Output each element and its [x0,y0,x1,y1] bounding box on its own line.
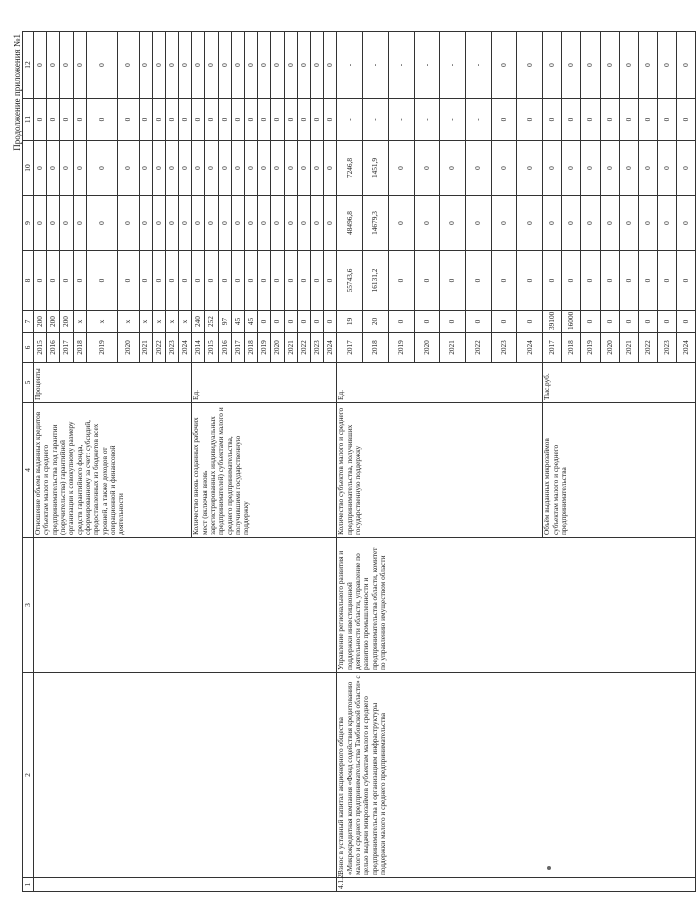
unit-cell: Тыс.руб. [543,363,696,403]
value-cell: 0 [271,251,284,311]
year-cell: 2019 [258,333,271,363]
value-cell: 0 [297,32,310,99]
value-cell: 0 [517,311,543,333]
value-cell: 0 [152,99,165,141]
value-cell: 0 [34,99,47,141]
value-cell: 0 [310,99,323,141]
value-cell: 0 [581,311,600,333]
year-cell: 2018 [562,333,581,363]
year-cell: 2020 [271,333,284,363]
value-cell: 0 [517,99,543,141]
year-cell: 2020 [600,333,619,363]
year-cell: 2021 [284,333,297,363]
value-cell: 0 [284,196,297,251]
value-cell: 0 [466,251,492,311]
value-cell: 0 [139,251,152,311]
value-cell: 0 [73,99,86,141]
value-cell: 0 [466,311,492,333]
value-cell: 0 [86,32,118,99]
value-cell: 0 [491,32,517,99]
value-cell: 0 [440,311,466,333]
year-cell: 2022 [152,333,165,363]
value-cell: 0 [73,141,86,196]
value-cell: 0 [619,196,638,251]
indicator-table [22,31,696,892]
value-cell: 0 [677,251,696,311]
value-cell: 0 [517,196,543,251]
value-cell: 0 [118,141,139,196]
value-cell: х [165,311,178,333]
year-cell: 2024 [324,333,337,363]
value-cell: - [414,32,440,99]
value-cell: - [388,32,414,99]
year-cell: 2019 [86,333,118,363]
rotated-table-area [12,32,690,892]
table-body [34,32,696,892]
year-cell: 2017 [231,333,244,363]
value-cell: 0 [310,311,323,333]
value-cell: 0 [638,196,657,251]
value-cell: 0 [543,251,562,311]
value-cell: 0 [34,251,47,311]
value-cell: 0 [562,32,581,99]
year-cell: 2022 [466,333,492,363]
value-cell: 0 [324,251,337,311]
value-cell: 0 [388,141,414,196]
value-cell: 0 [310,32,323,99]
year-cell: 2021 [139,333,152,363]
value-cell: 200 [47,311,60,333]
value-cell: 0 [271,141,284,196]
value-cell: 0 [581,251,600,311]
value-cell: 0 [517,141,543,196]
header-cell: 6 [23,333,34,363]
value-cell: 0 [152,251,165,311]
executor-cell [34,538,337,673]
table-row [337,32,363,892]
value-cell: 0 [139,32,152,99]
value-cell: 0 [179,32,192,99]
value-cell: 0 [600,196,619,251]
value-cell: 0 [619,32,638,99]
value-cell: 16000 [562,311,581,333]
value-cell: 0 [47,196,60,251]
value-cell: 14679,3 [363,196,389,251]
value-cell: 0 [388,311,414,333]
value-cell: 0 [581,196,600,251]
value-cell: 0 [86,99,118,141]
value-cell: 0 [231,196,244,251]
value-cell: 0 [139,141,152,196]
value-cell: 252 [205,311,218,333]
value-cell: 0 [218,251,231,311]
indicator-cell: Количество субъектов малого и среднего предпринимательства, получивших государственную поддержку [337,403,543,538]
value-cell: 0 [86,196,118,251]
value-cell: - [337,99,363,141]
value-cell: 0 [258,32,271,99]
value-cell: 0 [657,32,676,99]
value-cell: 45 [231,311,244,333]
year-cell: 2023 [491,333,517,363]
value-cell: 0 [231,99,244,141]
value-cell: 0 [284,141,297,196]
value-cell: х [179,311,192,333]
value-cell: 0 [310,196,323,251]
value-cell: 0 [47,99,60,141]
year-cell: 2023 [657,333,676,363]
value-cell: 0 [118,32,139,99]
value-cell: 0 [677,196,696,251]
value-cell: 0 [165,141,178,196]
value-cell: 0 [619,99,638,141]
measure-cell: Взнос в уставный капитал акционерного общества «Микрокредитная компания «Фонд содействия кредитованию малого и среднего предпринимательства Тамбовской области» с целью выдачи микрозаймов субъектам малого и среднего предпринимательства и организациям инфраструктуры поддержки малого и среднего предпринимательства [337,673,696,878]
measure-cell [34,673,337,878]
value-cell: 0 [86,251,118,311]
value-cell: 0 [324,99,337,141]
value-cell: 0 [466,141,492,196]
value-cell: 0 [205,32,218,99]
value-cell: 0 [297,251,310,311]
value-cell: 0 [258,251,271,311]
value-cell: х [139,311,152,333]
year-cell: 2018 [73,333,86,363]
value-cell: 0 [491,251,517,311]
year-cell: 2022 [297,333,310,363]
value-cell: 0 [677,32,696,99]
value-cell: х [152,311,165,333]
year-cell: 2019 [388,333,414,363]
value-cell: 0 [638,251,657,311]
value-cell: 0 [245,141,258,196]
value-cell: 0 [284,251,297,311]
value-cell: 0 [118,196,139,251]
value-cell: 0 [414,311,440,333]
value-cell: 0 [581,99,600,141]
value-cell: 0 [619,251,638,311]
value-cell: 0 [231,251,244,311]
value-cell: 0 [205,141,218,196]
value-cell: 0 [440,251,466,311]
value-cell: 0 [152,196,165,251]
value-cell: - [363,99,389,141]
header-cell: 8 [23,251,34,311]
value-cell: 0 [324,311,337,333]
value-cell: 0 [657,196,676,251]
value-cell: 0 [466,196,492,251]
header-row [23,32,34,892]
value-cell: 0 [73,32,86,99]
value-cell: 0 [271,99,284,141]
value-cell: 0 [284,99,297,141]
value-cell: - [414,99,440,141]
number-cell: 4.1.2. [337,878,696,892]
value-cell: 0 [491,141,517,196]
year-cell: 2020 [118,333,139,363]
value-cell: 39100 [543,311,562,333]
value-cell: 0 [258,99,271,141]
header-cell: 5 [23,363,34,403]
year-cell: 2024 [677,333,696,363]
continuation-note: Продолжение приложения №1 [12,34,22,151]
value-cell: 200 [34,311,47,333]
value-cell: 0 [245,99,258,141]
header-cell: 9 [23,196,34,251]
value-cell: 0 [297,141,310,196]
value-cell: 0 [218,32,231,99]
header-cell: 11 [23,99,34,141]
year-cell: 2017 [543,333,562,363]
value-cell: - [466,99,492,141]
value-cell: 0 [440,196,466,251]
value-cell: 0 [297,311,310,333]
value-cell: 0 [192,99,205,141]
value-cell: 0 [638,311,657,333]
table-row [34,32,47,892]
value-cell: 0 [218,99,231,141]
year-cell: 2019 [581,333,600,363]
year-cell: 2024 [517,333,543,363]
value-cell: х [73,311,86,333]
value-cell: 0 [139,99,152,141]
value-cell: 0 [517,32,543,99]
value-cell: 55743,6 [337,251,363,311]
value-cell: 0 [218,141,231,196]
value-cell: 0 [231,32,244,99]
value-cell: - [440,99,466,141]
year-cell: 2016 [218,333,231,363]
value-cell: 0 [245,251,258,311]
value-cell: 0 [324,196,337,251]
value-cell: 0 [205,99,218,141]
value-cell: 0 [677,141,696,196]
header-cell: 10 [23,141,34,196]
year-cell: 2021 [619,333,638,363]
value-cell: 0 [600,141,619,196]
year-cell: 2023 [165,333,178,363]
value-cell: 0 [562,196,581,251]
value-cell: 0 [414,141,440,196]
indicator-cell: Количество вновь созданных рабочих мест (включая вновь зарегистрированных индивидуальных предпринимателей) субъектами малого и среднего предпринимательства, получившими государственную поддержку [192,403,337,538]
value-cell: 0 [543,141,562,196]
value-cell: 200 [60,311,73,333]
value-cell: 0 [491,311,517,333]
header-cell: 2 [23,673,34,878]
value-cell: 0 [152,141,165,196]
value-cell: 0 [60,196,73,251]
value-cell: 0 [258,196,271,251]
value-cell: 0 [310,251,323,311]
value-cell: 0 [543,32,562,99]
year-cell: 2016 [47,333,60,363]
value-cell: 19 [337,311,363,333]
value-cell: 0 [34,141,47,196]
value-cell: - [363,32,389,99]
value-cell: 0 [600,32,619,99]
value-cell: 0 [324,32,337,99]
value-cell: 0 [638,32,657,99]
year-cell: 2022 [638,333,657,363]
value-cell: 0 [619,141,638,196]
year-cell: 2014 [192,333,205,363]
header-cell: 4 [23,403,34,538]
value-cell: 240 [192,311,205,333]
value-cell: 7246,8 [337,141,363,196]
year-cell: 2017 [337,333,363,363]
value-cell: 0 [414,251,440,311]
value-cell: 0 [231,141,244,196]
value-cell: 0 [60,32,73,99]
value-cell: 0 [638,141,657,196]
header-cell: 1 [23,878,34,892]
value-cell: 0 [152,32,165,99]
value-cell: 0 [284,32,297,99]
value-cell: 0 [245,32,258,99]
value-cell: 0 [271,196,284,251]
value-cell: 0 [218,196,231,251]
value-cell: 48496,8 [337,196,363,251]
value-cell: 0 [600,251,619,311]
indicator-cell: Объём выданных микрозаймов субъектам малого и среднего предпринимательства [543,403,696,538]
header-cell: 7 [23,311,34,333]
value-cell: 0 [271,32,284,99]
value-cell: 0 [517,251,543,311]
value-cell: х [86,311,118,333]
value-cell: 0 [440,141,466,196]
value-cell: 0 [581,32,600,99]
value-cell: 16131,2 [363,251,389,311]
unit-cell: Ед. [192,363,337,403]
value-cell: 0 [638,99,657,141]
value-cell: 0 [47,32,60,99]
value-cell: 0 [258,141,271,196]
value-cell: 0 [388,196,414,251]
value-cell: 0 [60,99,73,141]
value-cell: 0 [179,99,192,141]
value-cell: 0 [258,311,271,333]
value-cell: - [337,32,363,99]
value-cell: 0 [657,311,676,333]
year-cell: 2018 [245,333,258,363]
value-cell: 0 [600,99,619,141]
unit-cell: Ед. [337,363,543,403]
year-cell: 2021 [440,333,466,363]
value-cell: 0 [47,141,60,196]
value-cell: - [440,32,466,99]
header-cell: 12 [23,32,34,99]
value-cell: 0 [47,251,60,311]
value-cell: 0 [205,251,218,311]
executor-cell: Управление регионального развития и поддержки инвестиционной деятельности области, управление по развитию промышленности и предпринимательства области, комитет по управлению имуществом области [337,538,696,673]
value-cell: 0 [284,311,297,333]
number-cell [34,878,337,892]
year-cell: 2020 [414,333,440,363]
year-cell: 2017 [60,333,73,363]
value-cell: 0 [543,99,562,141]
value-cell: 0 [388,251,414,311]
value-cell: 0 [192,141,205,196]
value-cell: 0 [139,196,152,251]
value-cell: 0 [543,196,562,251]
value-cell: 0 [581,141,600,196]
value-cell: 0 [657,99,676,141]
value-cell: 0 [192,196,205,251]
value-cell: 0 [271,311,284,333]
value-cell: 0 [179,141,192,196]
value-cell: 0 [324,141,337,196]
value-cell: 0 [310,141,323,196]
indicator-cell: Отношение объема выданных кредитов субъектам малого и среднего предпринимательства под гарантии (поручительства) гарантийной организации к совокупному размеру средств гарантийного фонда, сформированному за счет: субсидий, предоставленных из бюджетов всех уровней, а также доходов от операционной и финансовой деятельности [34,403,192,538]
value-cell: х [118,311,139,333]
value-cell: 0 [73,251,86,311]
value-cell: 0 [491,99,517,141]
value-cell: 45 [245,311,258,333]
value-cell: 0 [86,141,118,196]
value-cell: 0 [205,196,218,251]
value-cell: 0 [677,99,696,141]
year-cell: 2015 [205,333,218,363]
value-cell: 0 [165,32,178,99]
value-cell: - [388,99,414,141]
value-cell: 97 [218,311,231,333]
year-cell: 2015 [34,333,47,363]
value-cell: 20 [363,311,389,333]
year-cell: 2024 [179,333,192,363]
value-cell: 0 [165,99,178,141]
value-cell: 0 [562,99,581,141]
value-cell: 0 [118,251,139,311]
value-cell: - [466,32,492,99]
value-cell: 0 [73,196,86,251]
value-cell: 0 [165,196,178,251]
value-cell: 0 [600,311,619,333]
value-cell: 0 [179,196,192,251]
value-cell: 0 [657,141,676,196]
year-cell: 2018 [363,333,389,363]
scan-speck [547,866,551,870]
value-cell: 0 [60,141,73,196]
value-cell: 0 [297,99,310,141]
value-cell: 0 [414,196,440,251]
value-cell: 0 [34,196,47,251]
header-cell: 3 [23,538,34,673]
value-cell: 0 [619,311,638,333]
value-cell: 0 [677,311,696,333]
year-cell: 2023 [310,333,323,363]
value-cell: 0 [118,99,139,141]
value-cell: 0 [657,251,676,311]
value-cell: 0 [192,32,205,99]
value-cell: 0 [297,196,310,251]
value-cell: 0 [192,251,205,311]
value-cell: 0 [245,196,258,251]
value-cell: 0 [562,141,581,196]
unit-cell: Проценты [34,363,192,403]
value-cell: 1451,9 [363,141,389,196]
value-cell: 0 [562,251,581,311]
value-cell: 0 [165,251,178,311]
value-cell: 0 [179,251,192,311]
value-cell: 0 [491,196,517,251]
value-cell: 0 [34,32,47,99]
value-cell: 0 [60,251,73,311]
